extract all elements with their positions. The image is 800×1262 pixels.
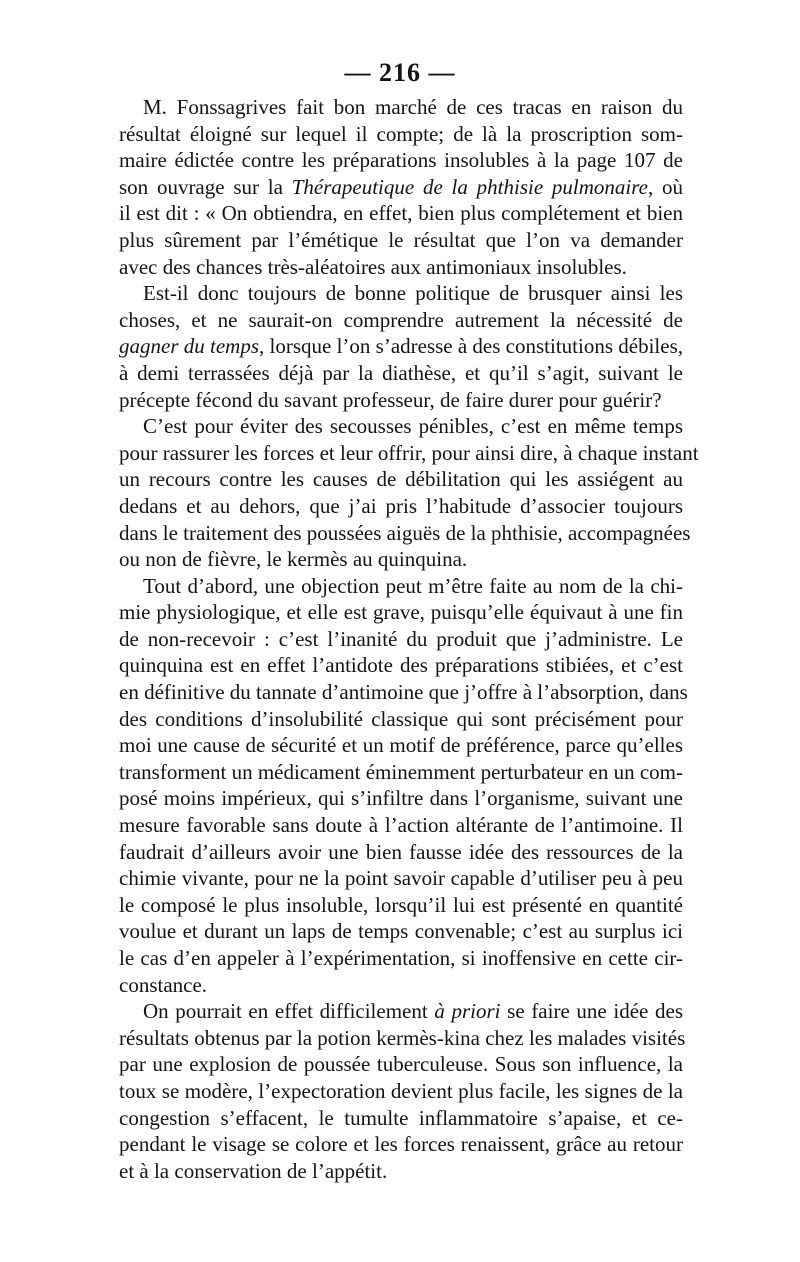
text-line: précepte fécond du savant professeur, de faire durer pour guérir? — [119, 387, 662, 412]
text-line: à demi terrassées déjà par la diathèse, et qu’il s’agit, suivant le — [119, 360, 683, 385]
italic-title: gagner du temps — [119, 334, 259, 359]
text-line: résultat éloigné sur lequel il compte; de là la proscription som- — [119, 121, 683, 146]
text-line: de non-recevoir : c’est l’inanité du produit que j’administre. Le — [119, 626, 683, 651]
text-line: mie physiologique, et elle est grave, puisqu’elle équivaut à une fin — [119, 600, 683, 625]
italic-title: Thérapeutique de la phthisie pulmonaire — [291, 174, 648, 199]
paragraph — [119, 998, 686, 1184]
text-line: dans le traitement des poussées aiguës de la phthisie, accompagnées — [119, 520, 691, 545]
text-line: moi une cause de sécurité et un motif de préférence, parce qu’elles — [119, 733, 683, 758]
text-line: toux se modère, l’expectoration devient plus facile, les signes de la — [119, 1078, 683, 1103]
text-line: un recours contre les causes de débilitation qui les assiégent au — [119, 467, 683, 492]
text-line: posé moins impérieux, qui s’infiltre dans l’organisme, suivant une — [119, 786, 683, 811]
text-line: le cas d’en appeler à l’expérimentation, si inoffensive en cette cir- — [119, 946, 683, 970]
paragraph — [119, 94, 683, 280]
text-line: le composé le plus insoluble, lorsqu’il lui est présenté en quantité — [119, 892, 683, 917]
paragraph — [119, 573, 688, 999]
page-body — [119, 94, 699, 1184]
text-line: il est dit : « On obtiendra, en effet, bien plus complétement et bien — [119, 201, 683, 226]
text-line: chimie vivante, pour ne la point savoir capable d’utiliser peu à peu — [119, 866, 683, 891]
text-line: par une explosion de poussée tuberculeuse. Sous son influence, la — [119, 1052, 683, 1077]
text-line: faudrait d’ailleurs avoir une bien fausse idée des ressources de la — [119, 839, 683, 864]
text-line: résultats obtenus par la potion kermès-kina chez les malades visités — [119, 1025, 686, 1050]
text-line: gagner du temps, lorsque l’on s’adresse à des constitutions débiles, — [119, 334, 683, 359]
text-line: plus sûrement par l’émétique le résultat que l’on va demander — [119, 227, 683, 252]
text-line: maire édictée contre les préparations insolubles à la page 107 de — [119, 148, 683, 173]
text-line: On pourrait en effet difficilement à priori se faire une idée des — [143, 999, 684, 1024]
text-line: son ouvrage sur la Thérapeutique de la phthisie pulmonaire, où — [119, 174, 684, 199]
text-line: C’est pour éviter des secousses pénibles, c’est en même temps — [143, 414, 683, 439]
paragraph — [119, 280, 683, 413]
text-line: mesure favorable sans doute à l’action altérante de l’antimoine. Il — [119, 813, 683, 838]
text-line: constance. — [119, 972, 208, 997]
text-line: voulue et durant un laps de temps convenable; c’est au surplus ici — [119, 919, 683, 944]
text-line: pendant le visage se colore et les forces renaissent, grâce au retour — [119, 1132, 683, 1157]
page-number: — 216 — — [344, 58, 456, 87]
text-line: choses, et ne saurait-on comprendre autrement la nécessité de — [119, 307, 683, 332]
text-line: dedans et au dehors, que j’ai pris l’habitude d’associer toujours — [119, 493, 683, 518]
text-line: ou non de fièvre, le kermès au quinquina. — [119, 547, 468, 572]
text-line: et à la conservation de l’appétit. — [119, 1158, 388, 1183]
text-line: congestion s’effacent, le tumulte inflammatoire s’apaise, et ce- — [119, 1105, 683, 1130]
text-line: Tout d’abord, une objection peut m’être faite au nom de la chi- — [143, 573, 683, 598]
paragraph — [119, 413, 699, 573]
text-line: M. Fonssagrives fait bon marché de ces tracas en raison du — [143, 95, 683, 119]
text-line: pour rassurer les forces et leur offrir, pour ainsi dire, à chaque instant — [119, 440, 699, 465]
italic-title: à priori — [434, 999, 501, 1024]
text-line: Est-il donc toujours de bonne politique de brusquer ainsi les — [143, 281, 683, 306]
text-line: des conditions d’insolubilité classique qui sont précisément pour — [119, 706, 683, 731]
text-line: quinquina est en effet l’antidote des préparations stibiées, et c’est — [119, 653, 683, 678]
text-line: transforment un médicament éminemment perturbateur en un com- — [119, 759, 683, 784]
text-line: avec des chances très-aléatoires aux antimoniaux insolubles. — [119, 254, 627, 279]
text-line: en définitive du tannate d’antimoine que j’offre à l’absorption, dans — [119, 680, 688, 705]
